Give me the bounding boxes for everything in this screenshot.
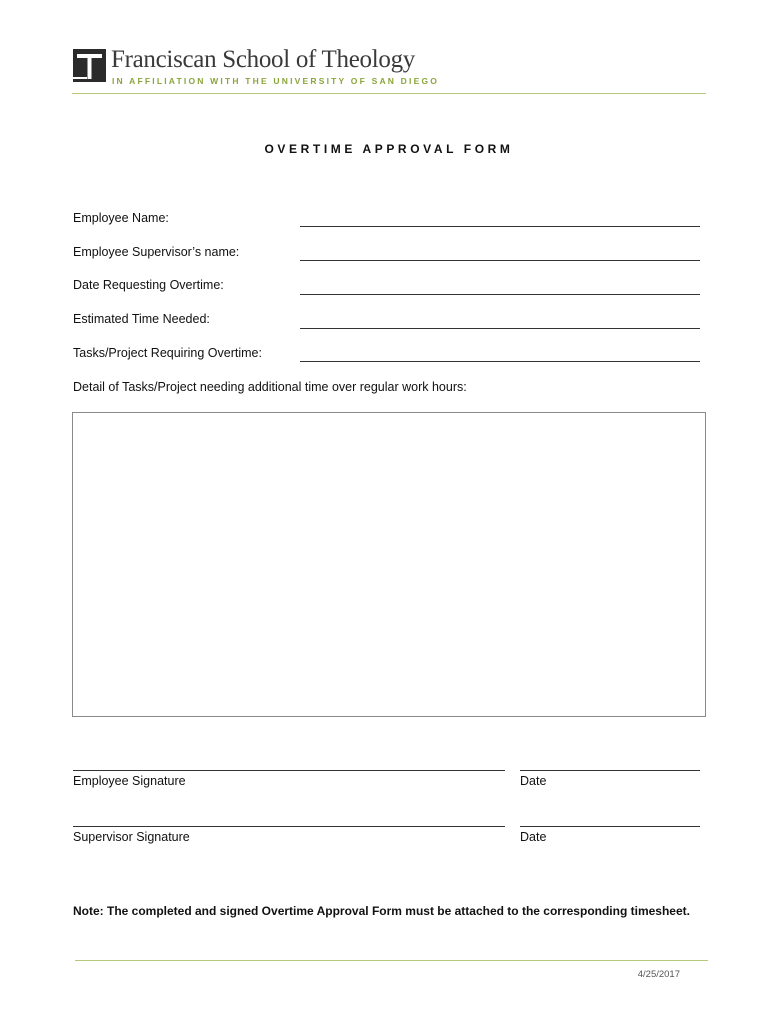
footer-date: 4/25/2017 bbox=[637, 969, 680, 980]
employee-signature-label: Employee Signature bbox=[73, 774, 186, 788]
employee-date-label: Date bbox=[520, 774, 547, 788]
supervisor-signature-line[interactable] bbox=[73, 826, 505, 827]
tasks-project-label: Tasks/Project Requiring Overtime: bbox=[73, 346, 262, 360]
employee-name-field[interactable] bbox=[300, 226, 700, 227]
supervisor-date-label: Date bbox=[520, 830, 547, 844]
supervisor-signature-label: Supervisor Signature bbox=[73, 830, 190, 844]
estimated-time-label: Estimated Time Needed: bbox=[73, 312, 210, 326]
supervisor-name-field[interactable] bbox=[300, 260, 700, 261]
supervisor-name-label: Employee Supervisor’s name: bbox=[73, 245, 240, 259]
form-title: OVERTIME APPROVAL FORM bbox=[264, 142, 514, 156]
tasks-project-field[interactable] bbox=[300, 361, 700, 362]
supervisor-date-line[interactable] bbox=[520, 826, 700, 827]
employee-signature-line[interactable] bbox=[73, 770, 505, 771]
employee-name-label: Employee Name: bbox=[73, 211, 169, 225]
institution-name: Franciscan School of Theology bbox=[111, 46, 415, 73]
overtime-date-label: Date Requesting Overtime: bbox=[73, 278, 224, 292]
overtime-date-field[interactable] bbox=[300, 294, 700, 295]
institution-affiliation: IN AFFILIATION WITH THE UNIVERSITY OF SAN DIEGO bbox=[112, 76, 440, 86]
header-divider bbox=[72, 93, 706, 94]
detail-label: Detail of Tasks/Project needing additional time over regular work hours: bbox=[73, 380, 467, 394]
estimated-time-field[interactable] bbox=[300, 328, 700, 329]
footer-divider bbox=[75, 960, 708, 961]
submission-note: Note: The completed and signed Overtime Approval Form must be attached to the corresponding timesheet. bbox=[73, 904, 690, 918]
tau-cross-logo-icon bbox=[73, 49, 106, 82]
employee-date-line[interactable] bbox=[520, 770, 700, 771]
detail-textarea[interactable] bbox=[72, 412, 706, 717]
